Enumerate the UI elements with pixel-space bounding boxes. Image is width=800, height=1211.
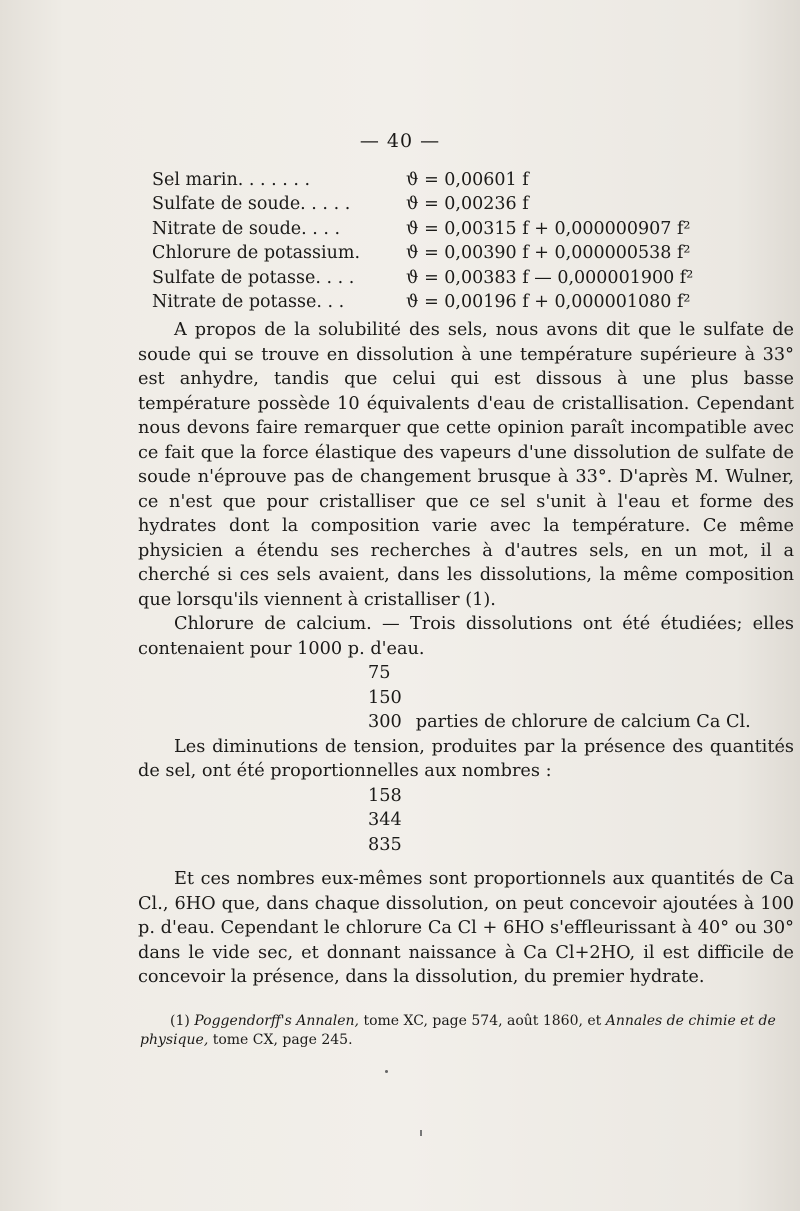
ink-speck xyxy=(420,1130,422,1136)
amount-number: 300 xyxy=(368,712,402,732)
salt-name: Nitrate de soude. . . . xyxy=(152,218,341,239)
table-row xyxy=(152,290,712,314)
table-row xyxy=(152,266,712,290)
amount-value xyxy=(368,686,800,711)
solubility-formula-table xyxy=(152,168,712,314)
table-row xyxy=(152,192,712,216)
ratio-value: 158 xyxy=(368,785,402,806)
footnote-detail: tome CX, page 245. xyxy=(212,1032,353,1048)
footnote-source: Annales de chimie et de physique, xyxy=(140,1013,776,1048)
body-text xyxy=(138,318,794,990)
paragraph-solubility: A propos de la solubilité des sels, nous avons dit que le sulfate de soude qui se trouve en dissolution à une température supérieure à 33° est anhydre, tandis que celui qui est dissous à une plus basse température possède 10 équivalents d'eau de cristallisation. Cependant nous devons faire remarquer que cette opinion paraît incompatible avec ce fait que la force élastique des vapeurs d'une dissolution de sulfate de soude n'éprouve pas de changement brusque à 33°. D'après M. Wulner, ce n'est que pour cristalliser que ce sel s'unit à l'eau et forme des hydrates dont la composition varie avec la température. Ce même physicien a étendu ses recherches à d'autres sels, en un mot, il a cherché si ces sels avaient, dans les dissolutions, la même composition que lorsqu'ils viennent à cristalliser (1). xyxy=(138,320,794,610)
amount-number: 150 xyxy=(368,687,402,708)
footnote-source: Poggendorff's Annalen, xyxy=(194,1013,360,1029)
table-row xyxy=(152,168,712,192)
amount-value xyxy=(368,710,800,735)
ratio-value: 835 xyxy=(368,834,402,855)
formula: ϑ = 0,00383 f — 0,000001900 f² xyxy=(406,267,694,288)
table-row xyxy=(152,217,712,241)
amount-unit-text: parties de chlorure de calcium Ca Cl. xyxy=(415,712,751,732)
formula: ϑ = 0,00390 f + 0,000000538 f² xyxy=(406,243,691,264)
page-number: — 40 — xyxy=(359,130,441,152)
paragraph-calcium-chloride: Chlorure de calcium. — Trois dissolutions ont été étudiées; elles contenaient pour 1000 p. d'eau. xyxy=(138,614,794,659)
formula: ϑ = 0,00196 f + 0,000001080 f² xyxy=(406,291,691,312)
amount-value xyxy=(368,661,800,686)
paragraph-hydrate: Et ces nombres eux-mêmes sont proportionnels aux quantités de Ca Cl., 6HO que, dans chaque dissolution, on peut concevoir ajoutées à 100 p. d'eau. Cependant le chlorure Ca Cl + 6HO s'effleurissant à 40° ou 30° dans le vide sec, et donnant naissance à Ca Cl+2HO, il est difficile de concevoir la présence, dans la dissolution, du premier hydrate. xyxy=(138,869,794,987)
salt-name: Chlorure de potassium. xyxy=(152,243,361,264)
salt-name: Sulfate de potasse. . . . xyxy=(152,267,355,288)
footnote-detail: tome XC, page 574, août 1860, et xyxy=(363,1013,602,1029)
paragraph-tension: Les diminutions de tension, produites par la présence des quantités de sel, ont été proportionnelles aux nombres : xyxy=(138,736,794,781)
ink-speck xyxy=(385,1070,388,1073)
amount-number: 75 xyxy=(368,663,391,683)
formula: ϑ = 0,00315 f + 0,000000907 f² xyxy=(406,218,691,239)
footnote-marker: (1) xyxy=(170,1013,190,1029)
salt-name: Nitrate de potasse. . . xyxy=(152,291,345,312)
formula: ϑ = 0,00236 f xyxy=(406,194,529,215)
table-row xyxy=(152,241,712,265)
salt-name: Sulfate de soude. . . . . xyxy=(152,194,351,215)
footnote xyxy=(140,1012,780,1050)
formula: ϑ = 0,00601 f xyxy=(406,170,529,190)
ratio-value: 344 xyxy=(368,810,402,830)
salt-name: Sel marin. . . . . . . xyxy=(152,170,311,190)
